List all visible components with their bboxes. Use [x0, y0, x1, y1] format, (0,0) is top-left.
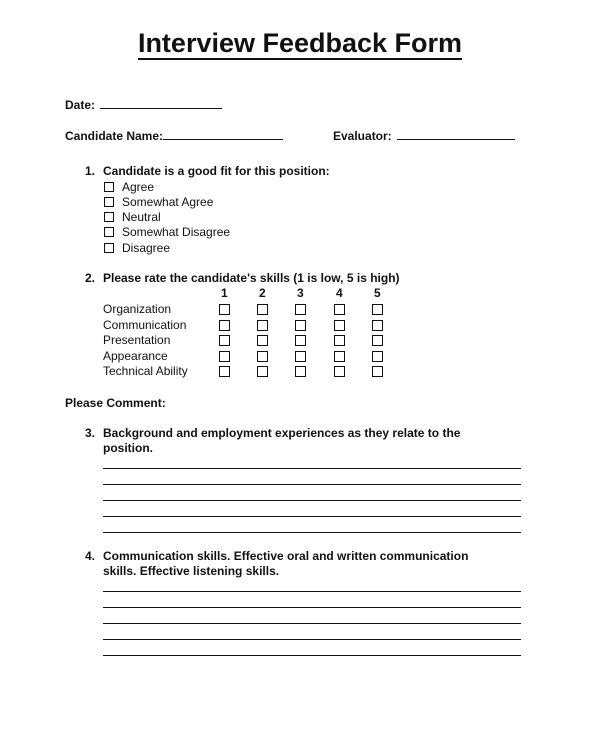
rating-checkbox[interactable]: [372, 335, 383, 346]
rating-checkbox[interactable]: [257, 351, 268, 362]
answer-line[interactable]: [103, 607, 521, 608]
checkbox[interactable]: [104, 227, 114, 237]
date-label: Date:: [65, 98, 96, 112]
scale-4: 4: [336, 286, 343, 300]
question-3-text: Background and employment experiences as they relate to the position.: [103, 426, 461, 455]
candidate-name-label: Candidate Name:: [65, 129, 164, 143]
rating-checkbox[interactable]: [372, 366, 383, 377]
question-2-text: Please rate the candidate's skills (1 is low, 5 is high): [103, 271, 400, 285]
option-somewhat-disagree[interactable]: [104, 225, 230, 239]
rating-checkbox[interactable]: [372, 351, 383, 362]
scale-1: 1: [221, 286, 228, 300]
candidate-name-field: [65, 128, 283, 143]
scale-5: 5: [374, 286, 381, 300]
option-disagree[interactable]: [104, 241, 170, 255]
option-label: Disagree: [122, 241, 171, 255]
question-3-number: 3.: [85, 426, 96, 440]
checkbox[interactable]: [104, 243, 114, 253]
checkbox[interactable]: [104, 212, 114, 222]
skill-label: Presentation: [103, 333, 171, 347]
question-3: [85, 426, 505, 456]
answer-line[interactable]: [103, 655, 521, 656]
rating-checkbox[interactable]: [219, 304, 230, 315]
rating-checkbox[interactable]: [257, 304, 268, 315]
rating-checkbox[interactable]: [219, 320, 230, 331]
question-1: [85, 164, 505, 179]
question-2: [85, 271, 505, 286]
answer-line[interactable]: [103, 516, 521, 517]
rating-checkbox[interactable]: [295, 304, 306, 315]
rating-checkbox[interactable]: [257, 366, 268, 377]
checkbox[interactable]: [104, 197, 114, 207]
rating-checkbox[interactable]: [257, 335, 268, 346]
option-somewhat-agree[interactable]: [104, 195, 213, 209]
rating-checkbox[interactable]: [295, 320, 306, 331]
scale-2: 2: [259, 286, 266, 300]
rating-checkbox[interactable]: [334, 304, 345, 315]
rating-checkbox[interactable]: [334, 335, 345, 346]
evaluator-input[interactable]: [397, 128, 515, 140]
skill-label: Appearance: [103, 349, 168, 363]
skill-label: Technical Ability: [103, 364, 188, 378]
answer-line[interactable]: [103, 591, 521, 592]
answer-line[interactable]: [103, 468, 521, 469]
form-title: [0, 28, 600, 59]
rating-checkbox[interactable]: [334, 351, 345, 362]
question-4: [85, 549, 505, 579]
rating-checkbox[interactable]: [219, 335, 230, 346]
option-neutral[interactable]: [104, 210, 161, 224]
question-1-text: Candidate is a good fit for this position:: [103, 164, 330, 178]
comment-heading: Please Comment:: [65, 396, 166, 410]
answer-line[interactable]: [103, 532, 521, 533]
rating-checkbox[interactable]: [219, 366, 230, 377]
option-label: Somewhat Agree: [122, 195, 214, 209]
rating-checkbox[interactable]: [372, 320, 383, 331]
question-4-number: 4.: [85, 549, 96, 563]
option-label: Neutral: [122, 210, 161, 224]
rating-checkbox[interactable]: [295, 366, 306, 377]
answer-line[interactable]: [103, 623, 521, 624]
rating-checkbox[interactable]: [334, 366, 345, 377]
checkbox[interactable]: [104, 182, 114, 192]
answer-line[interactable]: [103, 484, 521, 485]
option-label: Somewhat Disagree: [122, 225, 231, 239]
rating-checkbox[interactable]: [257, 320, 268, 331]
skill-label: Communication: [103, 318, 187, 332]
question-1-number: 1.: [85, 164, 96, 178]
scale-3: 3: [297, 286, 304, 300]
rating-checkbox[interactable]: [334, 320, 345, 331]
rating-checkbox[interactable]: [295, 335, 306, 346]
evaluator-field: [333, 128, 515, 143]
date-field: [65, 97, 222, 112]
rating-checkbox[interactable]: [295, 351, 306, 362]
evaluator-label: Evaluator:: [333, 129, 392, 143]
option-label: Agree: [122, 180, 155, 194]
date-input[interactable]: [100, 97, 222, 109]
answer-line[interactable]: [103, 639, 521, 640]
candidate-name-input[interactable]: [163, 128, 283, 140]
skill-label: Organization: [103, 302, 172, 316]
answer-line[interactable]: [103, 500, 521, 501]
question-4-text: Communication skills. Effective oral and written communication skills. Effective listening skills.: [103, 549, 469, 578]
rating-checkbox[interactable]: [372, 304, 383, 315]
rating-checkbox[interactable]: [219, 351, 230, 362]
form-title-text: Interview Feedback Form: [137, 28, 463, 58]
question-2-number: 2.: [85, 271, 96, 285]
option-agree[interactable]: [104, 180, 154, 194]
